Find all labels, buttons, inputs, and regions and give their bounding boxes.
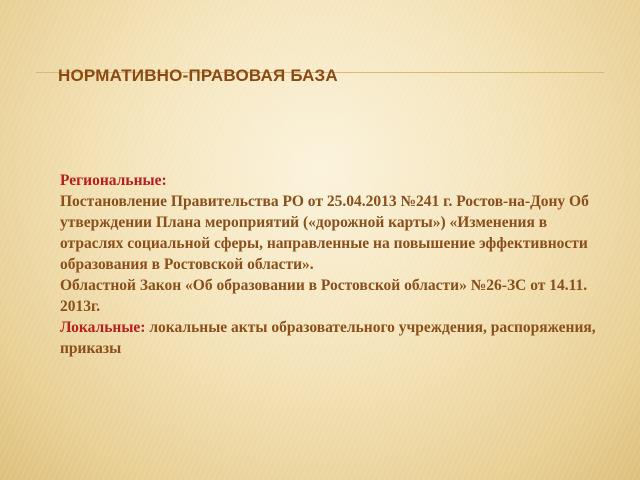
local-text: локальные акты образовательного учреждения, распоряжения, приказы <box>60 319 596 357</box>
slide-title: НОРМАТИВНО-ПРАВОВАЯ БАЗА <box>58 66 338 85</box>
regional-resolution-text: Постановление Правительства РО от 25.04.2013 №241 г. Ростов-на-Дону Об утверждении Плана мероприятий («дорожной карты») «Изменения в отраслях социальной сферы, направленные на повышение эффективности образования в Ростовской области». <box>60 193 589 273</box>
local-paragraph <box>60 317 600 359</box>
regional-law-text: Областной Закон «Об образовании в Ростовской области» №26-ЗС от 14.11. 2013г. <box>60 277 588 315</box>
regional-label: Региональные: <box>60 172 167 189</box>
slide-body <box>60 170 600 359</box>
local-label: Локальные: <box>60 319 146 336</box>
